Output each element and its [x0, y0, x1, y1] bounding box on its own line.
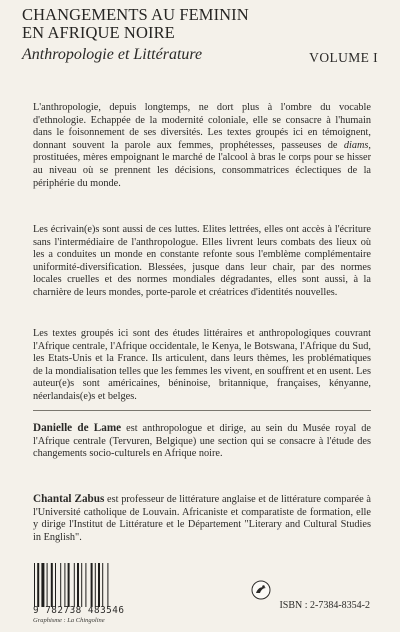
title-line-1: CHANGEMENTS AU FEMININ	[22, 5, 249, 24]
author-bio-2	[33, 493, 371, 544]
author-name-2: Chantal Zabus	[33, 493, 105, 505]
author-bio-text-2: est professeur de littérature anglaise et de littérature comparée à l'Université catholique de Louvain. Africaniste et comparatiste de formation, elle y dirige l'Institut de Littérature et le Département "Literary and Cultural Studies in English".	[33, 494, 371, 543]
section-divider	[33, 410, 371, 411]
blurb-paragraph-2: Les écrivain(e)s sont aussi de ces luttes. Elites lettrées, elles ont accès à l'écriture sans l'intermédiaire de l'anthropologue. Elles livrent leurs combats des lieux où les a conduites un monde en constante refonte sous l'emblème complémentaire uniformité-diversification. Blessées, jusque dans leur chair, par des normes locales cruelles et des normes mondiales dégradantes, elles sont aussi, à la charnière de leurs mondes, porte-parole et créatrices d'identités nouvelles.	[33, 224, 371, 298]
barcode	[33, 563, 121, 607]
blurb-p1-text-b: , prostituées, mères empoignant le marché de l'alcool à bras le corps pour se hisser au niveau où se prennent les décisions, consommatrices éclectiques de la périphérie du monde.	[33, 139, 371, 189]
design-credit: Graphisme : La Chingoline	[33, 617, 105, 624]
publisher-logo-icon	[251, 580, 271, 600]
blurb-p1-text-a: L'anthropologie, depuis longtemps, ne dort plus à l'ombre du vocable d'ethnologie. Echappée de la modernité coloniale, elle se consacre à l'humain dans le foisonnement de ses diversités. Les textes groupés ici en témoignent, donnant souvent la parole aux femmes, prophétesses, passeuses de	[33, 102, 371, 151]
barcode-digits: 9 782738 483546	[33, 605, 125, 616]
blurb-paragraph-3: Les textes groupés ici sont des études littéraires et anthropologiques couvrant l'Afrique centrale, l'Afrique occidentale, le Kenya, le Botswana, l'Afrique du Sud, les Etats-Unis et la France. Ils articulent, dans leurs thèmes, les problématiques de la mondialisation telles que les femmes les vivent, en souffrent et en usent. Les auteur(e)s sont américaines, béninoise, britannique, françaises, kényanne, néerlandais(e)s et belges.	[33, 328, 371, 402]
blurb-p1-emphasis: diams	[343, 139, 369, 151]
author-bio-1	[33, 422, 371, 461]
blurb-paragraph-1	[33, 102, 371, 190]
book-title	[22, 6, 322, 42]
book-subtitle: Anthropologie et Littérature	[22, 46, 203, 63]
author-name-1: Danielle de Lame	[33, 422, 122, 434]
title-line-2: EN AFRIQUE NOIRE	[22, 23, 175, 42]
isbn-label: ISBN : 2-7384-8354-2	[279, 600, 370, 611]
author-bio-text-1: est anthropologue et dirige, au sein du Musée royal de l'Afrique centrale (Tervuren, Belgique) une section qui se consacre à l'étude des changements socio-culturels en Afrique noire.	[33, 423, 371, 460]
volume-label: VOLUME I	[309, 50, 378, 65]
